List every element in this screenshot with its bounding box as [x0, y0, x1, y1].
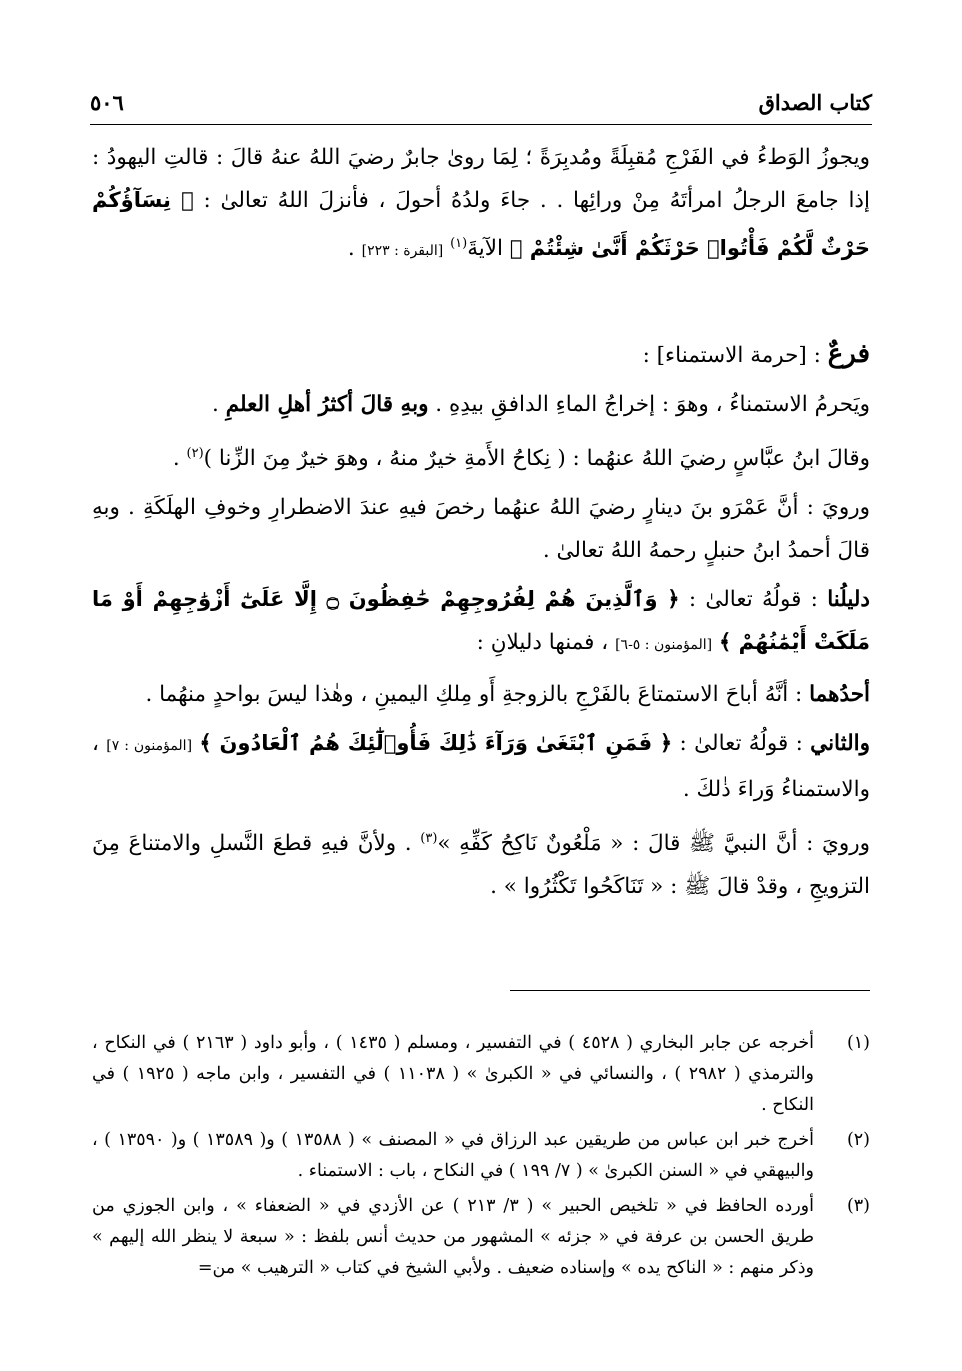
paragraph-2	[92, 383, 870, 426]
footnote-ref-1: (١)	[450, 236, 468, 251]
paragraph-6	[92, 673, 870, 716]
footnote-number: (١)	[846, 1033, 870, 1053]
paragraph-1-text: ويجوزُ الوَطءُ في الفَرْجِ مُقبِلَةً ومُدبِرَةً ؛ لِمَا روىٰ جابرٌ رضيَ اللهُ عنهُ قالَ : قالتِ اليهودُ : إذا جامعَ الرجلُ امرأتَهُ مِنْ ورائِها . . جاءَ ولدُهُ أحولَ ، فأنزلَ اللهُ تعالىٰ :	[92, 145, 870, 213]
footnote-ref-2: (٢)	[186, 446, 204, 462]
paragraph-5-label: دليلُنا	[827, 587, 870, 613]
paragraph-4	[92, 486, 870, 572]
quran-verse: ﴿ وَٱلَّذِينَ هُمْ لِفُرُوجِهِمْ حَٰفِظُونَ ۝ إِلَّا عَلَىٰٓ أَزْوَٰجِهِمْ أَوْ مَا مَلَكَتْ أَيْمَٰنُهُمْ ﴾	[92, 587, 870, 655]
footnote-text: أخرج خبر ابن عباس من طريقين عبد الرزاق في « المصنف » ( ١٣٥٨٨ ) و( ١٣٥٨٩ ) و( ١٣٥٩٠ ) ، والبيهقي في « السنن الكبرىٰ » ( ٧/ ١٩٩ ) في النكاح ، باب : الاستمناء .	[92, 1130, 815, 1181]
paragraph-8-text: ورويَ : أنَّ النبيَّ ﷺ قالَ : « مَلْعُونٌ نَاكِحُ كَفِّهِ »	[437, 831, 870, 857]
paragraph-7-text: : قولُهُ تعالىٰ :	[679, 731, 803, 757]
page-number: ٥٠٦	[90, 90, 124, 115]
footnote-item	[92, 1191, 870, 1284]
footnote-number: (٢)	[846, 1130, 870, 1150]
paragraph-6-text: : أنَّهُ أباحَ الاستمتاعَ بالفَرْجِ بالزوجةِ أَو مِلكِ اليمينِ ، وهٰذا ليسَ بواحدٍ منهُما .	[145, 682, 803, 708]
paragraph-4-text: ورويَ : أنَّ عَمْرَو بنَ دينارٍ رضيَ اللهُ عنهُما رخصَ فيهِ عندَ الاضطرارِ وخوفِ الهلَكَةِ . وبهِ قالَ أحمدُ ابنُ حنبلٍ رحمهُ اللهُ تعالىٰ .	[92, 495, 870, 564]
footnote-text: أخرجه عن جابر البخاري ( ٤٥٢٨ ) في التفسير ، ومسلم ( ١٤٣٥ ) ، وأبو داود ( ٢١٦٣ ) في النكاح ، والترمذي ( ٢٩٨٢ ) ، والنسائي في « الكبرىٰ » ( ١١٠٣٨ ) في التفسير ، وابن ماجه ( ١٩٢٥ ) في النكاح .	[92, 1033, 815, 1115]
paragraph-7	[92, 722, 870, 811]
paragraph-5-after: ، فمنها دليلانِ :	[476, 630, 609, 656]
paragraph-3	[92, 432, 870, 480]
paragraph-1-after: الآيةَ	[467, 236, 503, 262]
section-title: : [حرمة الاستمناء] :	[642, 343, 821, 369]
main-text	[92, 136, 870, 908]
paragraph-3-end: .	[172, 446, 180, 472]
paragraph-2-end: .	[212, 392, 219, 418]
paragraph-3-text: وقالَ ابنُ عبَّاسٍ رضيَ اللهُ عنهُما : ( نِكاحُ الأَمةِ خيرٌ منهُ ، وهوَ خيرٌ مِنَ الزِّنا )	[203, 446, 870, 472]
quran-verse: ﴿ فَمَنِ ٱبْتَغَىٰ وَرَآءَ ذَٰلِكَ فَأُو۟لَٰٓئِكَ هُمُ ٱلْعَادُونَ ﴾	[199, 731, 673, 756]
footnote-item	[92, 1028, 870, 1121]
section-label: فرعٌ	[827, 339, 870, 370]
running-title: كتاب الصداق	[758, 90, 872, 115]
verse-reference: [البقرة : ٢٢٣]	[361, 243, 444, 260]
paragraph-5-text: : قولُهُ تعالىٰ :	[688, 587, 818, 613]
paragraph-8-after: . ولأنَّ فيهِ قطعَ النَّسلِ والامتناعَ مِنَ التزويجِ ، وقدْ قالَ ﷺ : « تَنَاكَحُوا تَكْثُرُوا » .	[92, 831, 870, 900]
section-heading	[92, 333, 870, 377]
paragraph-5	[92, 578, 870, 667]
quran-verse: ﴿ نِسَآؤُكُمْ حَرْثٌ لَّكُمْ فَأْتُوا۟ حَرْثَكُمْ أَنَّىٰ شِئْتُمْ ﴾	[92, 188, 870, 261]
paragraph-6-label: أحدُهما	[809, 682, 870, 708]
paragraph-8	[92, 817, 870, 908]
footnote-text: أورده الحافظ في « تلخيص الحبير » ( ٣/ ٢١٣ ) عن الأزدي في « الضعفاء » ، وابن الجوزي من طريق الحسن بن عرفة في « جزئه » المشهور من حديث أنس بلفظ : « سبعة لا ينظر الله إليهم » وذكر منهم : « الناكح يده » وإسناده ضعيف . ولأبي الشيخ في كتاب « الترهيب » من=	[92, 1196, 814, 1278]
footnote-number: (٣)	[846, 1196, 870, 1216]
page-header	[90, 88, 872, 125]
paragraph-7-label: والثاني	[810, 731, 871, 757]
footnote-ref-3: (٣)	[420, 831, 438, 847]
footnote-item	[92, 1125, 870, 1187]
paragraph-1	[92, 136, 870, 273]
verse-reference: [المؤمنون : ٥-٦]	[615, 637, 713, 654]
paragraph-7-after: ، والاستمناءُ وَراءَ ذٰلكَ .	[92, 731, 870, 803]
footnote-separator	[510, 990, 870, 991]
verse-reference: [المؤمنون : ٧]	[106, 738, 193, 755]
paragraph-2-text: ويَحرمُ الاستمناءُ ، وهوَ : إخراجُ الماءِ الدافقِ بيدِهِ .	[435, 392, 870, 418]
footnotes	[92, 1028, 870, 1288]
paragraph-2-bold: وبهِ قالَ أكثرُ أهلِ العلمِ	[225, 392, 429, 418]
paragraph-1-end: .	[347, 236, 355, 262]
